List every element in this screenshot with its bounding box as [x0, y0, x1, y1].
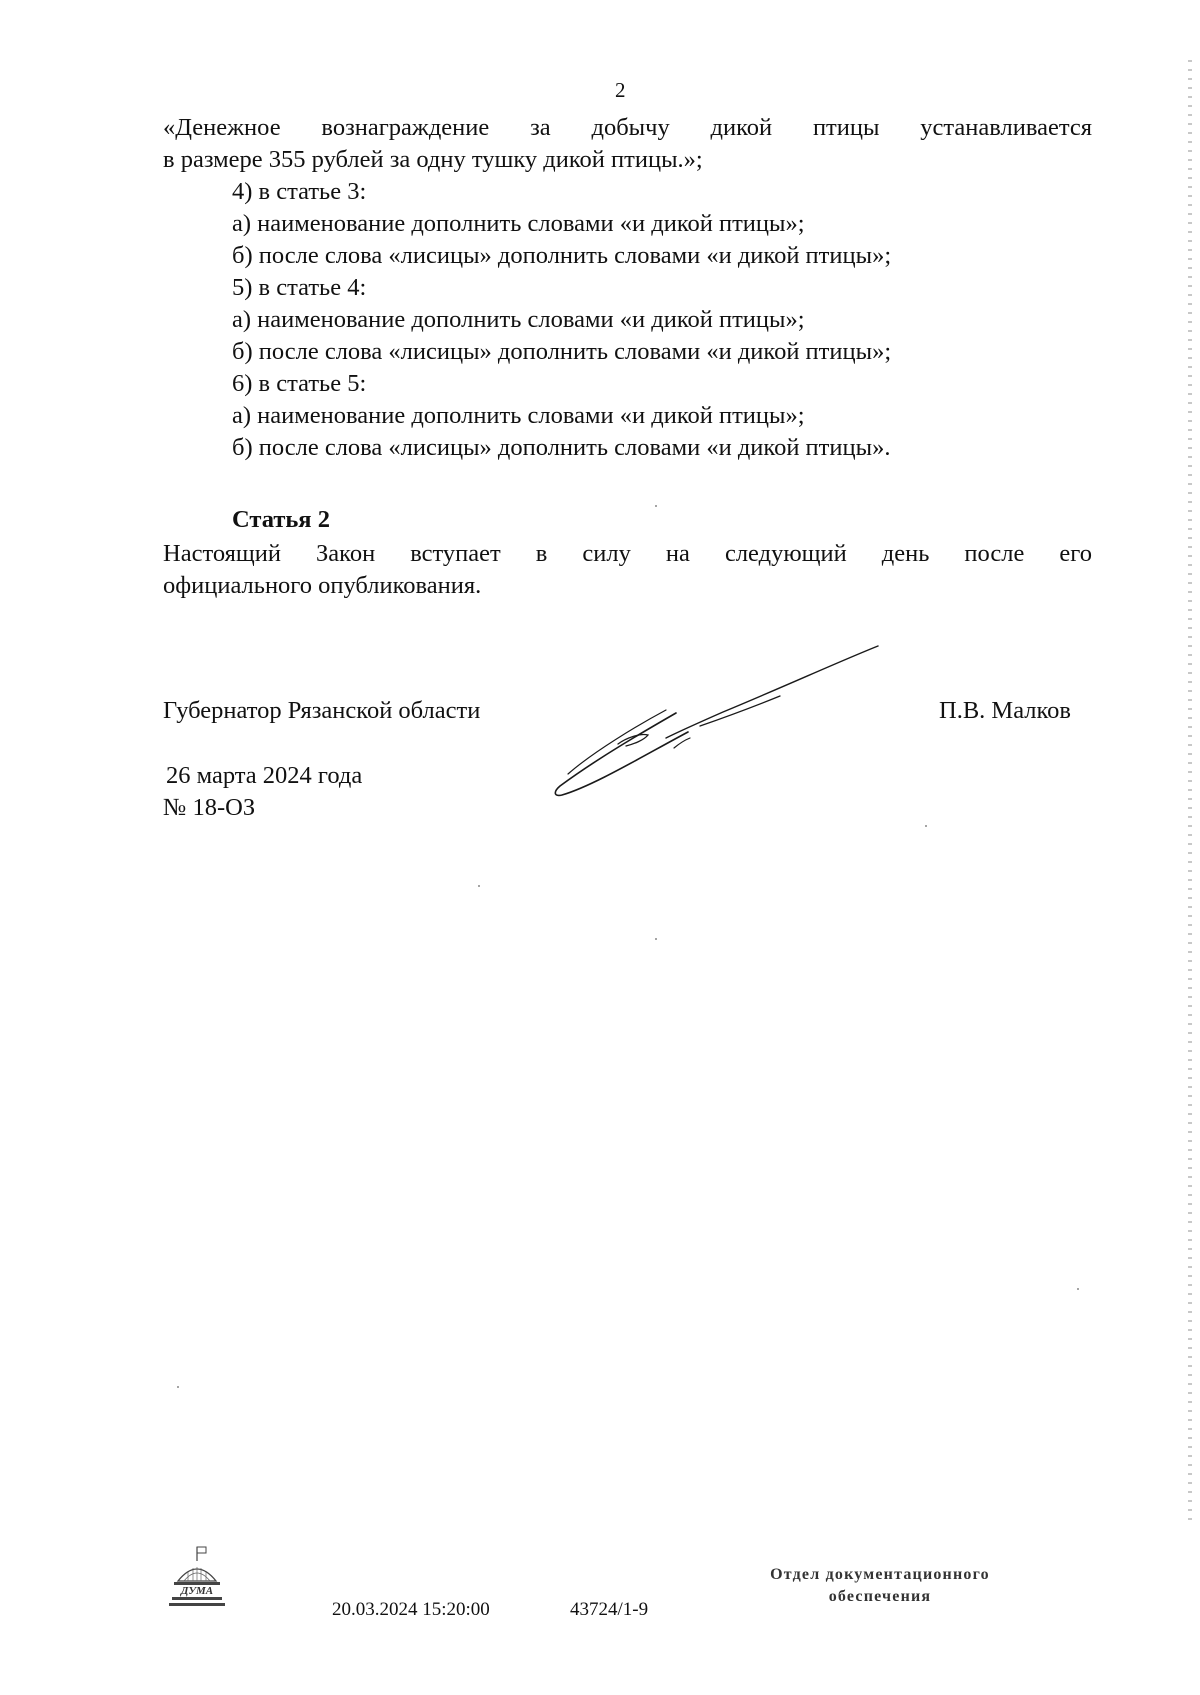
scan-speck [655, 938, 657, 940]
law-number: № 18-ОЗ [163, 794, 256, 821]
article-2-heading: Статья 2 [232, 506, 330, 533]
scan-speck [925, 825, 927, 827]
department-stamp-line-1: Отдел документационного [770, 1566, 990, 1583]
page-number: 2 [615, 78, 626, 102]
scan-speck [1077, 1288, 1079, 1290]
duma-logo [166, 1545, 228, 1617]
scan-speck [478, 885, 480, 887]
scan-speck [177, 1386, 179, 1388]
body-line-1: «Денежное вознаграждение за добычу дикой птицы устанавливается [163, 114, 1092, 141]
body-line-10: а) наименование дополнить словами «и дикой птицы»; [232, 402, 805, 429]
scan-edge-artifact [1188, 60, 1192, 1520]
department-stamp [740, 1564, 1020, 1608]
signing-date: 26 марта 2024 года [166, 762, 363, 789]
duma-logo-text: ДУМА [180, 1585, 214, 1597]
body-line-3: 4) в статье 3: [232, 178, 367, 205]
signatory-name: П.В. Малков [939, 697, 1071, 724]
scan-speck [655, 505, 657, 507]
body-line-4: а) наименование дополнить словами «и дикой птицы»; [232, 210, 805, 237]
body-line-2: в размере 355 рублей за одну тушку дикой птицы.»; [163, 146, 703, 173]
article-2-line-2: официального опубликования. [163, 572, 482, 599]
body-line-6: 5) в статье 4: [232, 274, 367, 301]
handwritten-signature [548, 640, 888, 800]
body-line-11: б) после слова «лисицы» дополнить словами «и дикой птицы». [232, 434, 891, 461]
body-line-7: а) наименование дополнить словами «и дикой птицы»; [232, 306, 805, 333]
department-stamp-line-2: обеспечения [828, 1588, 932, 1605]
article-2-line-1: Настоящий Закон вступает в силу на следующий день после его [163, 540, 1092, 567]
duma-building-icon [166, 1545, 228, 1617]
body-line-9: 6) в статье 5: [232, 370, 367, 397]
body-line-5: б) после слова «лисицы» дополнить словами «и дикой птицы»; [232, 242, 892, 269]
body-line-8: б) после слова «лисицы» дополнить словами «и дикой птицы»; [232, 338, 892, 365]
footer-registration-number: 43724/1-9 [570, 1599, 649, 1620]
signatory-position: Губернатор Рязанской области [163, 697, 481, 724]
footer-timestamp: 20.03.2024 15:20:00 [332, 1599, 490, 1620]
